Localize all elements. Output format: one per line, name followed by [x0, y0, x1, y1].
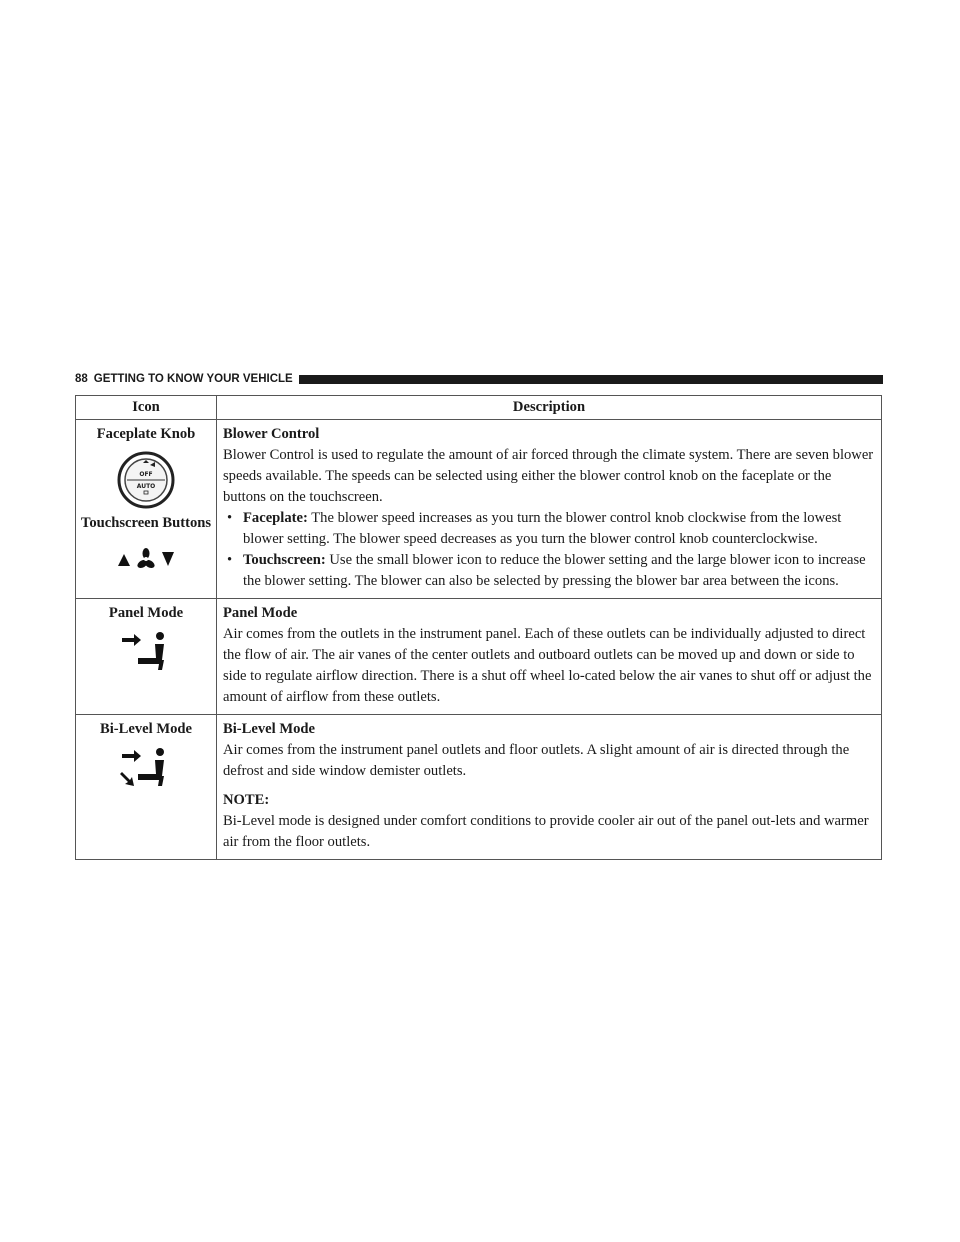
bullet-text-touchscreen: Use the small blower icon to reduce the blower setting and the large blower icon to increase the blower setting. The blower can also be selected by pressing the blower bar area between the icons.	[243, 552, 866, 589]
description-title-bi-level-mode: Bi-Level Mode	[223, 721, 316, 737]
description-cell-panel-mode	[217, 599, 882, 715]
bullet-label-touchscreen: Touchscreen:	[243, 552, 326, 568]
icon-label-bi-level-mode: Bi-Level Mode	[99, 721, 192, 737]
list-item: • Touchscreen: Use the small blower icon to reduce the blower setting and the large blower icon to increase the blower setting. The blower can also be selected by pressing the blower bar area between the icons.	[227, 552, 866, 589]
table-header-row	[76, 396, 882, 420]
note-label: NOTE:	[223, 792, 270, 808]
table-row	[76, 420, 882, 599]
panel-mode-icon	[118, 630, 174, 674]
knob-auto-text: AUTO	[136, 483, 156, 490]
header-rule	[299, 375, 883, 384]
knob-off-text: OFF	[139, 471, 153, 478]
icon-cell-panel-mode	[76, 599, 217, 715]
description-body-blower-control: Blower Control is used to regulate the amount of air forced through the climate system. There are seven blower speeds available. The speeds can be selected using either the blower control knob on the faceplate or the buttons on the touchscreen.	[223, 447, 874, 505]
description-cell-blower	[217, 420, 882, 599]
page-number: 88	[75, 373, 88, 385]
icon-label-faceplate-knob: Faceplate Knob	[96, 426, 196, 442]
bullet-label-faceplate: Faceplate:	[243, 510, 308, 526]
description-title-blower-control: Blower Control	[223, 426, 320, 442]
icon-label-touchscreen-buttons: Touchscreen Buttons	[80, 515, 212, 531]
icon-label-panel-mode: Panel Mode	[108, 605, 184, 621]
bi-level-mode-icon	[118, 746, 174, 792]
table-row	[76, 715, 882, 860]
description-cell-bi-level-mode	[217, 715, 882, 860]
bullet-text-faceplate: The blower speed increases as you turn the blower control knob clockwise from the lowest blower setting. The blower speed decreases as you turn the blower control knob counterclockwise.	[243, 510, 842, 547]
column-header-icon: Icon	[76, 396, 217, 420]
icon-cell-blower	[76, 420, 217, 599]
list-item: • Faceplate: The blower speed increases as you turn the blower control knob clockwise from the lowest blower setting. The blower speed decreases as you turn the blower control knob counterclockwise.	[227, 510, 842, 547]
blower-knob-icon	[117, 451, 175, 509]
climate-controls-table	[75, 395, 882, 860]
section-title: GETTING TO KNOW YOUR VEHICLE	[93, 373, 293, 385]
blower-bullet-list	[223, 508, 877, 592]
table-row	[76, 599, 882, 715]
description-body-bi-level-mode: Air comes from the instrument panel outlets and floor outlets. A slight amount of air is directed through the defrost and side window demister outlets.	[223, 742, 850, 779]
description-title-panel-mode: Panel Mode	[223, 605, 298, 621]
description-body-panel-mode: Air comes from the outlets in the instrument panel. Each of these outlets can be individually adjusted to direct the flow of air. The air vanes of the center outlets and outboard outlets can be moved up and down or side to side to regulate airflow direction. There is a shut off wheel lo-cated below the air vanes to shut off or adjust the amount of airflow from these outlets.	[223, 626, 872, 705]
blower-speed-icon	[116, 548, 176, 570]
icon-cell-bi-level-mode	[76, 715, 217, 860]
column-header-description: Description	[217, 396, 882, 420]
note-text: Bi-Level mode is designed under comfort conditions to provide cooler air out of the panel out-lets and warmer air from the floor outlets.	[223, 813, 869, 850]
page-header	[75, 371, 883, 387]
